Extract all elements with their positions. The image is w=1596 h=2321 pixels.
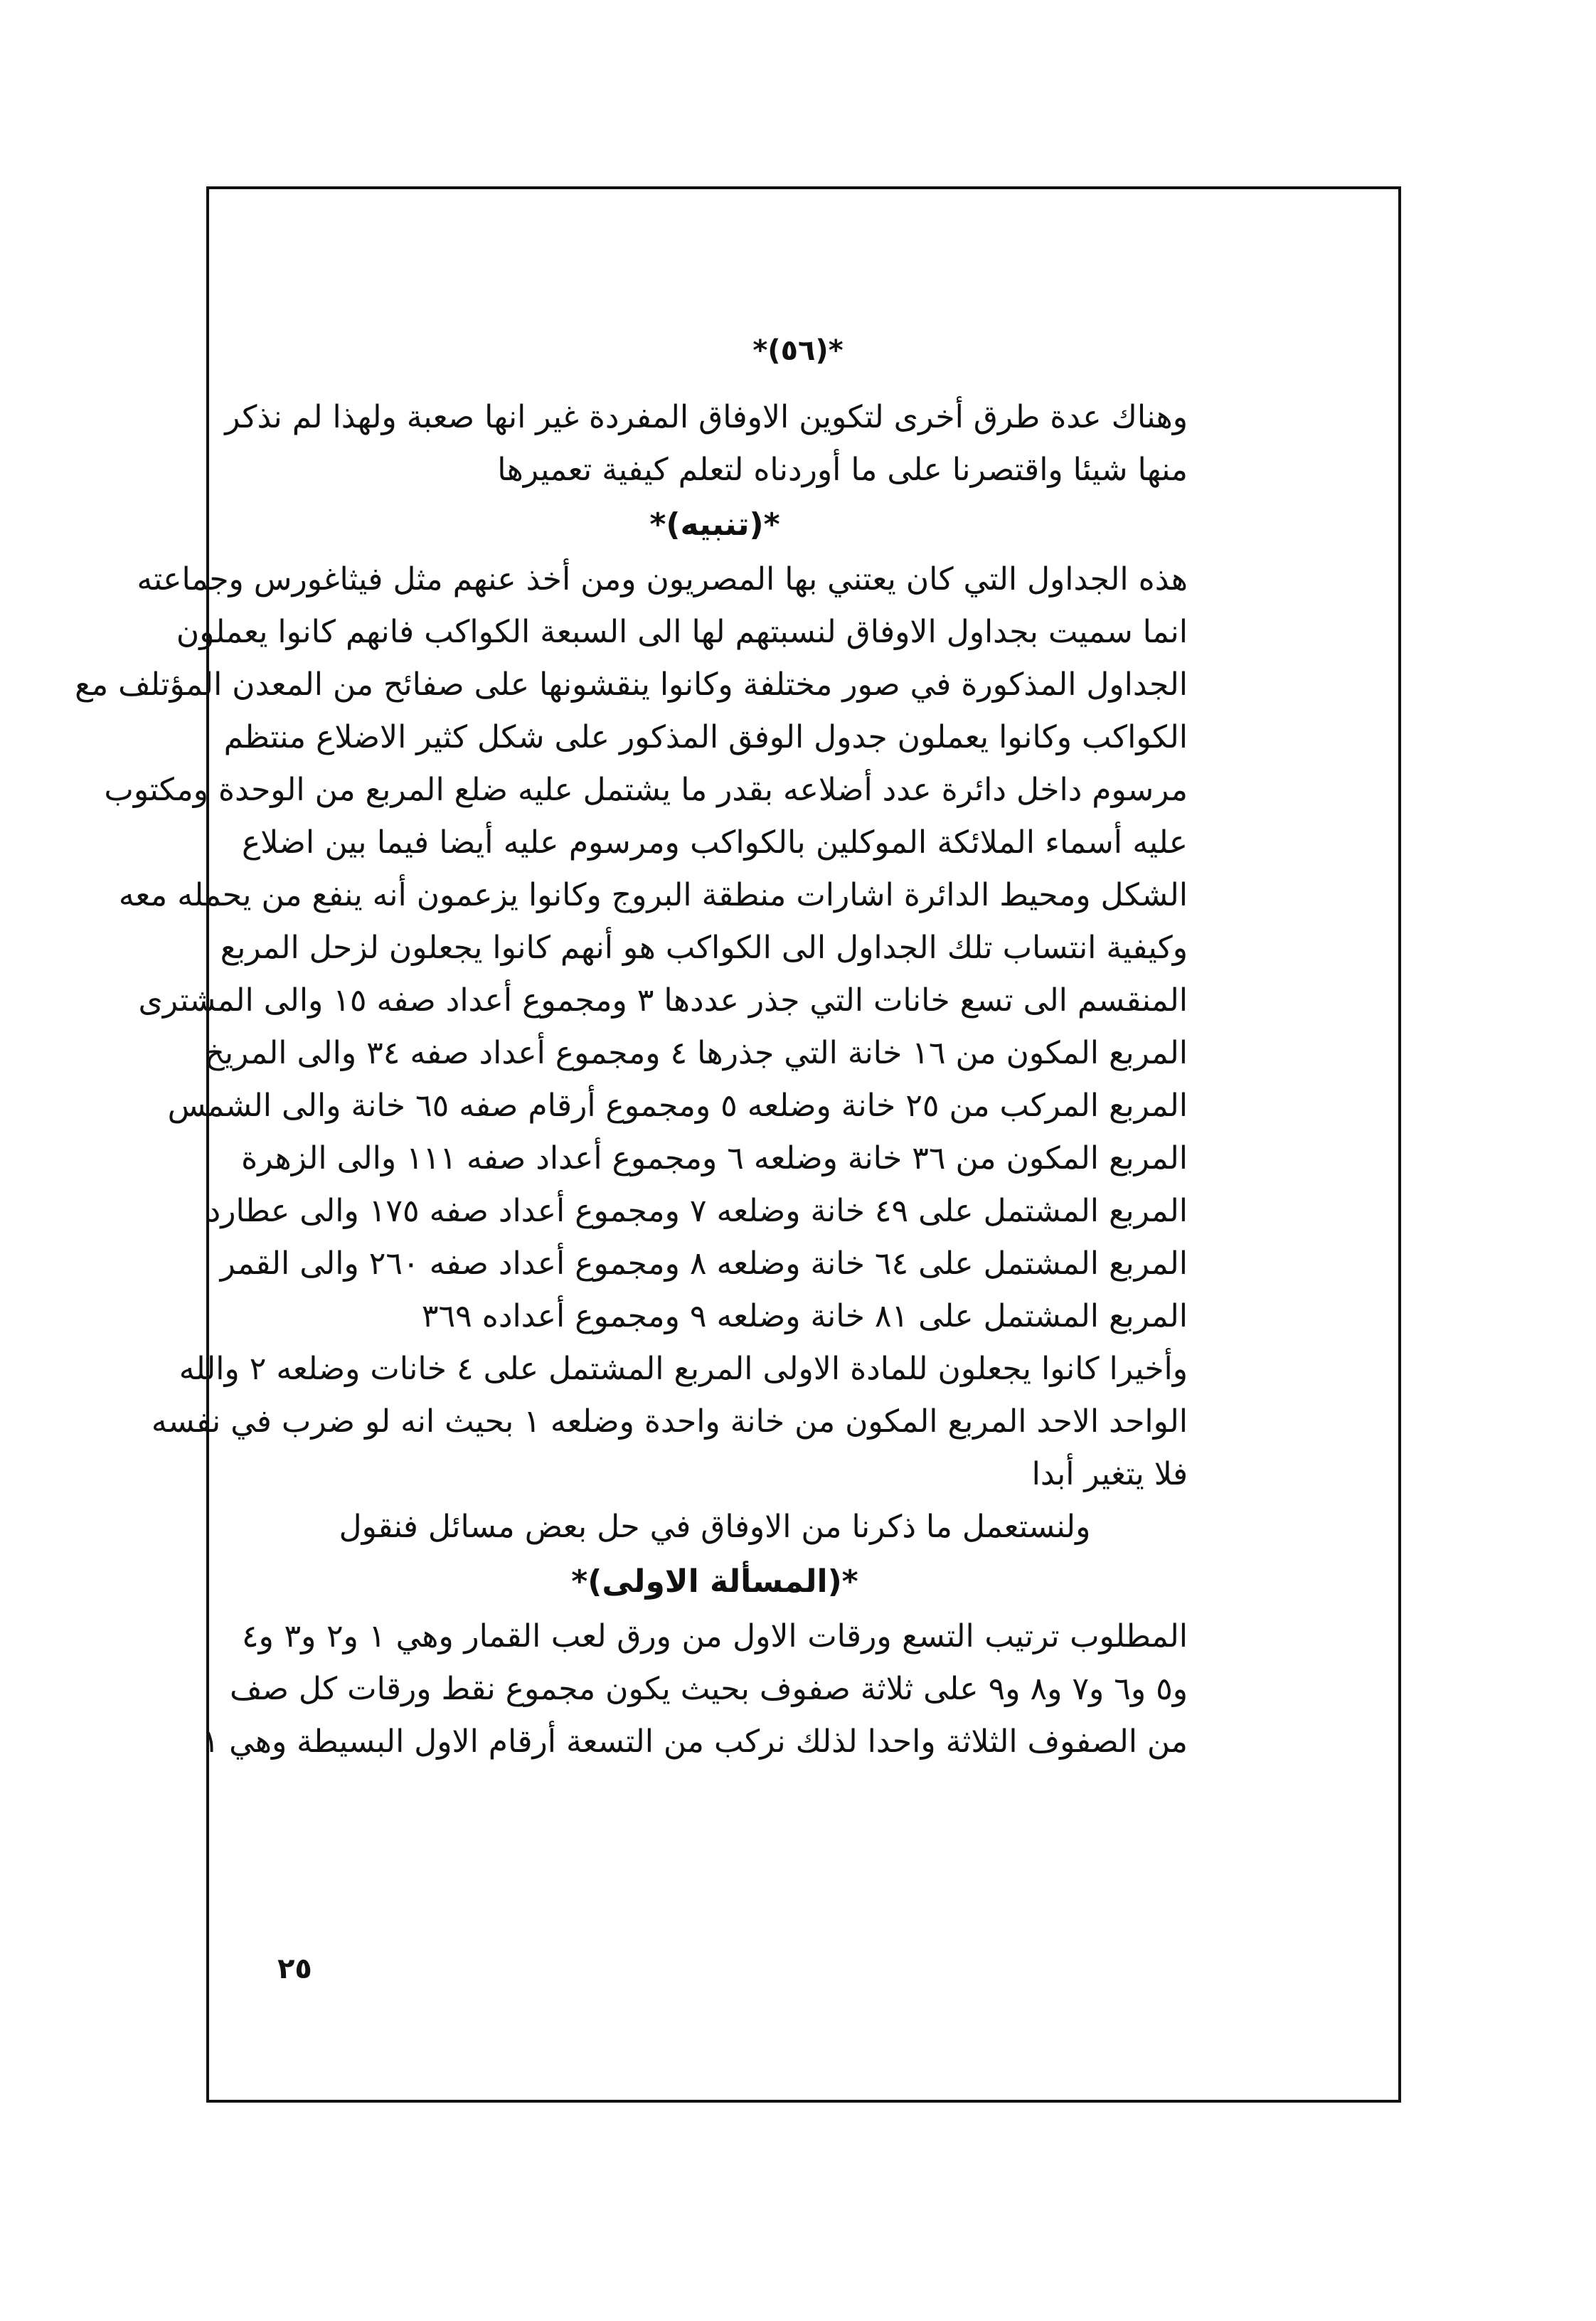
text-line: المربع المكون من ١٦ خانة التي جذرها ٤ ومجموع أعداد صفه ٣٤ والى المريخ [204,1035,1188,1071]
text-line: من الصفوف الثلاثة واحدا لذلك نركب من التسعة أرقام الاول البسيطة وهي ١ [202,1724,1188,1760]
text-line: المنقسم الى تسع خانات التي جذر عددها ٣ ومجموع أعداد صفه ١٥ والى المشترى [138,982,1188,1019]
text-line: انما سميت بجداول الاوفاق لنسبتهم لها الى السبعة الكواكب فانهم كانوا يعملون [176,614,1188,650]
text-line: المربع المكون من ٣٦ خانة وضلعه ٦ ومجموع أعداد صفه ١١١ والى الزهرة [241,1140,1188,1177]
page-number: *(٥٦)* [752,334,844,367]
document-body [75,391,1188,1768]
text-line: فلا يتغير أبدا [1031,1456,1188,1492]
text-line: المربع المشتمل على ٨١ خانة وضلعه ٩ ومجموع أعداده ٣٦٩ [421,1298,1188,1334]
text-line: عليه أسماء الملائكة الموكلين بالكواكب ومرسوم عليه أيضا فيما بين اضلاع [242,824,1188,861]
heading-note: *(تنبيه)* [649,506,780,543]
text-line: وكيفية انتساب تلك الجداول الى الكواكب هو أنهم كانوا يجعلون لزحل المربع [220,930,1188,966]
text-line: و٥ و٦ و٧ و٨ و٩ على ثلاثة صفوف بحيث يكون مجموع نقط ورقات كل صف [230,1671,1188,1707]
text-line: منها شيئا واقتصرنا على ما أوردناه لتعلم كيفية تعميرها [497,452,1188,488]
text-line: هذه الجداول التي كان يعتني بها المصريون ومن أخذ عنهم مثل فيثاغورس وجماعته [137,561,1188,597]
signature-mark: ٢٥ [277,1953,312,1985]
paragraph-note [75,553,1188,1501]
text-line: الشكل ومحيط الدائرة اشارات منطقة البروج وكانوا يزعمون أنه ينفع من يحمله معه [118,877,1188,913]
text-line-applied: ولنستعمل ما ذكرنا من الاوفاق في حل بعض مسائل فنقول [339,1509,1091,1545]
text-line: الجداول المذكورة في صور مختلفة وكانوا ينقشونها على صفائح من المعدن المؤتلف مع [75,666,1188,703]
paragraph-intro [225,391,1188,496]
paragraph-problem [202,1610,1188,1768]
text-line: المربع المركب من ٢٥ خانة وضلعه ٥ ومجموع أرقام صفه ٦٥ خانة والى الشمس [167,1088,1188,1124]
text-line: الكواكب وكانوا يعملون جدول الوفق المذكور على شكل كثير الاضلاع منتظم [223,719,1188,755]
text-line: وأخيرا كانوا يجعلون للمادة الاولى المربع المشتمل على ٤ خانات وضلعه ٢ والله [179,1351,1188,1387]
text-line: المربع المشتمل على ٤٩ خانة وضلعه ٧ ومجموع أعداد صفه ١٧٥ والى عطارد [206,1193,1188,1229]
text-line: مرسوم داخل دائرة عدد أضلاعه بقدر ما يشتمل عليه ضلع المربع من الوحدة ومكتوب [104,772,1188,808]
text-line: وهناك عدة طرق أخرى لتكوين الاوفاق المفردة غير انها صعبة ولهذا لم نذكر [225,399,1188,435]
heading-problem: *(المسألة الاولى)* [571,1563,858,1600]
text-line: الواحد الاحد المربع المكون من خانة واحدة وضلعه ١ بحيث انه لو ضرب في نفسه [151,1403,1188,1440]
text-line: المطلوب ترتيب التسع ورقات الاول من ورق لعب القمار وهي ١ و٢ و٣ و٤ [242,1618,1188,1655]
text-line: المربع المشتمل على ٦٤ خانة وضلعه ٨ ومجموع أعداد صفه ٢٦٠ والى القمر [220,1246,1188,1282]
